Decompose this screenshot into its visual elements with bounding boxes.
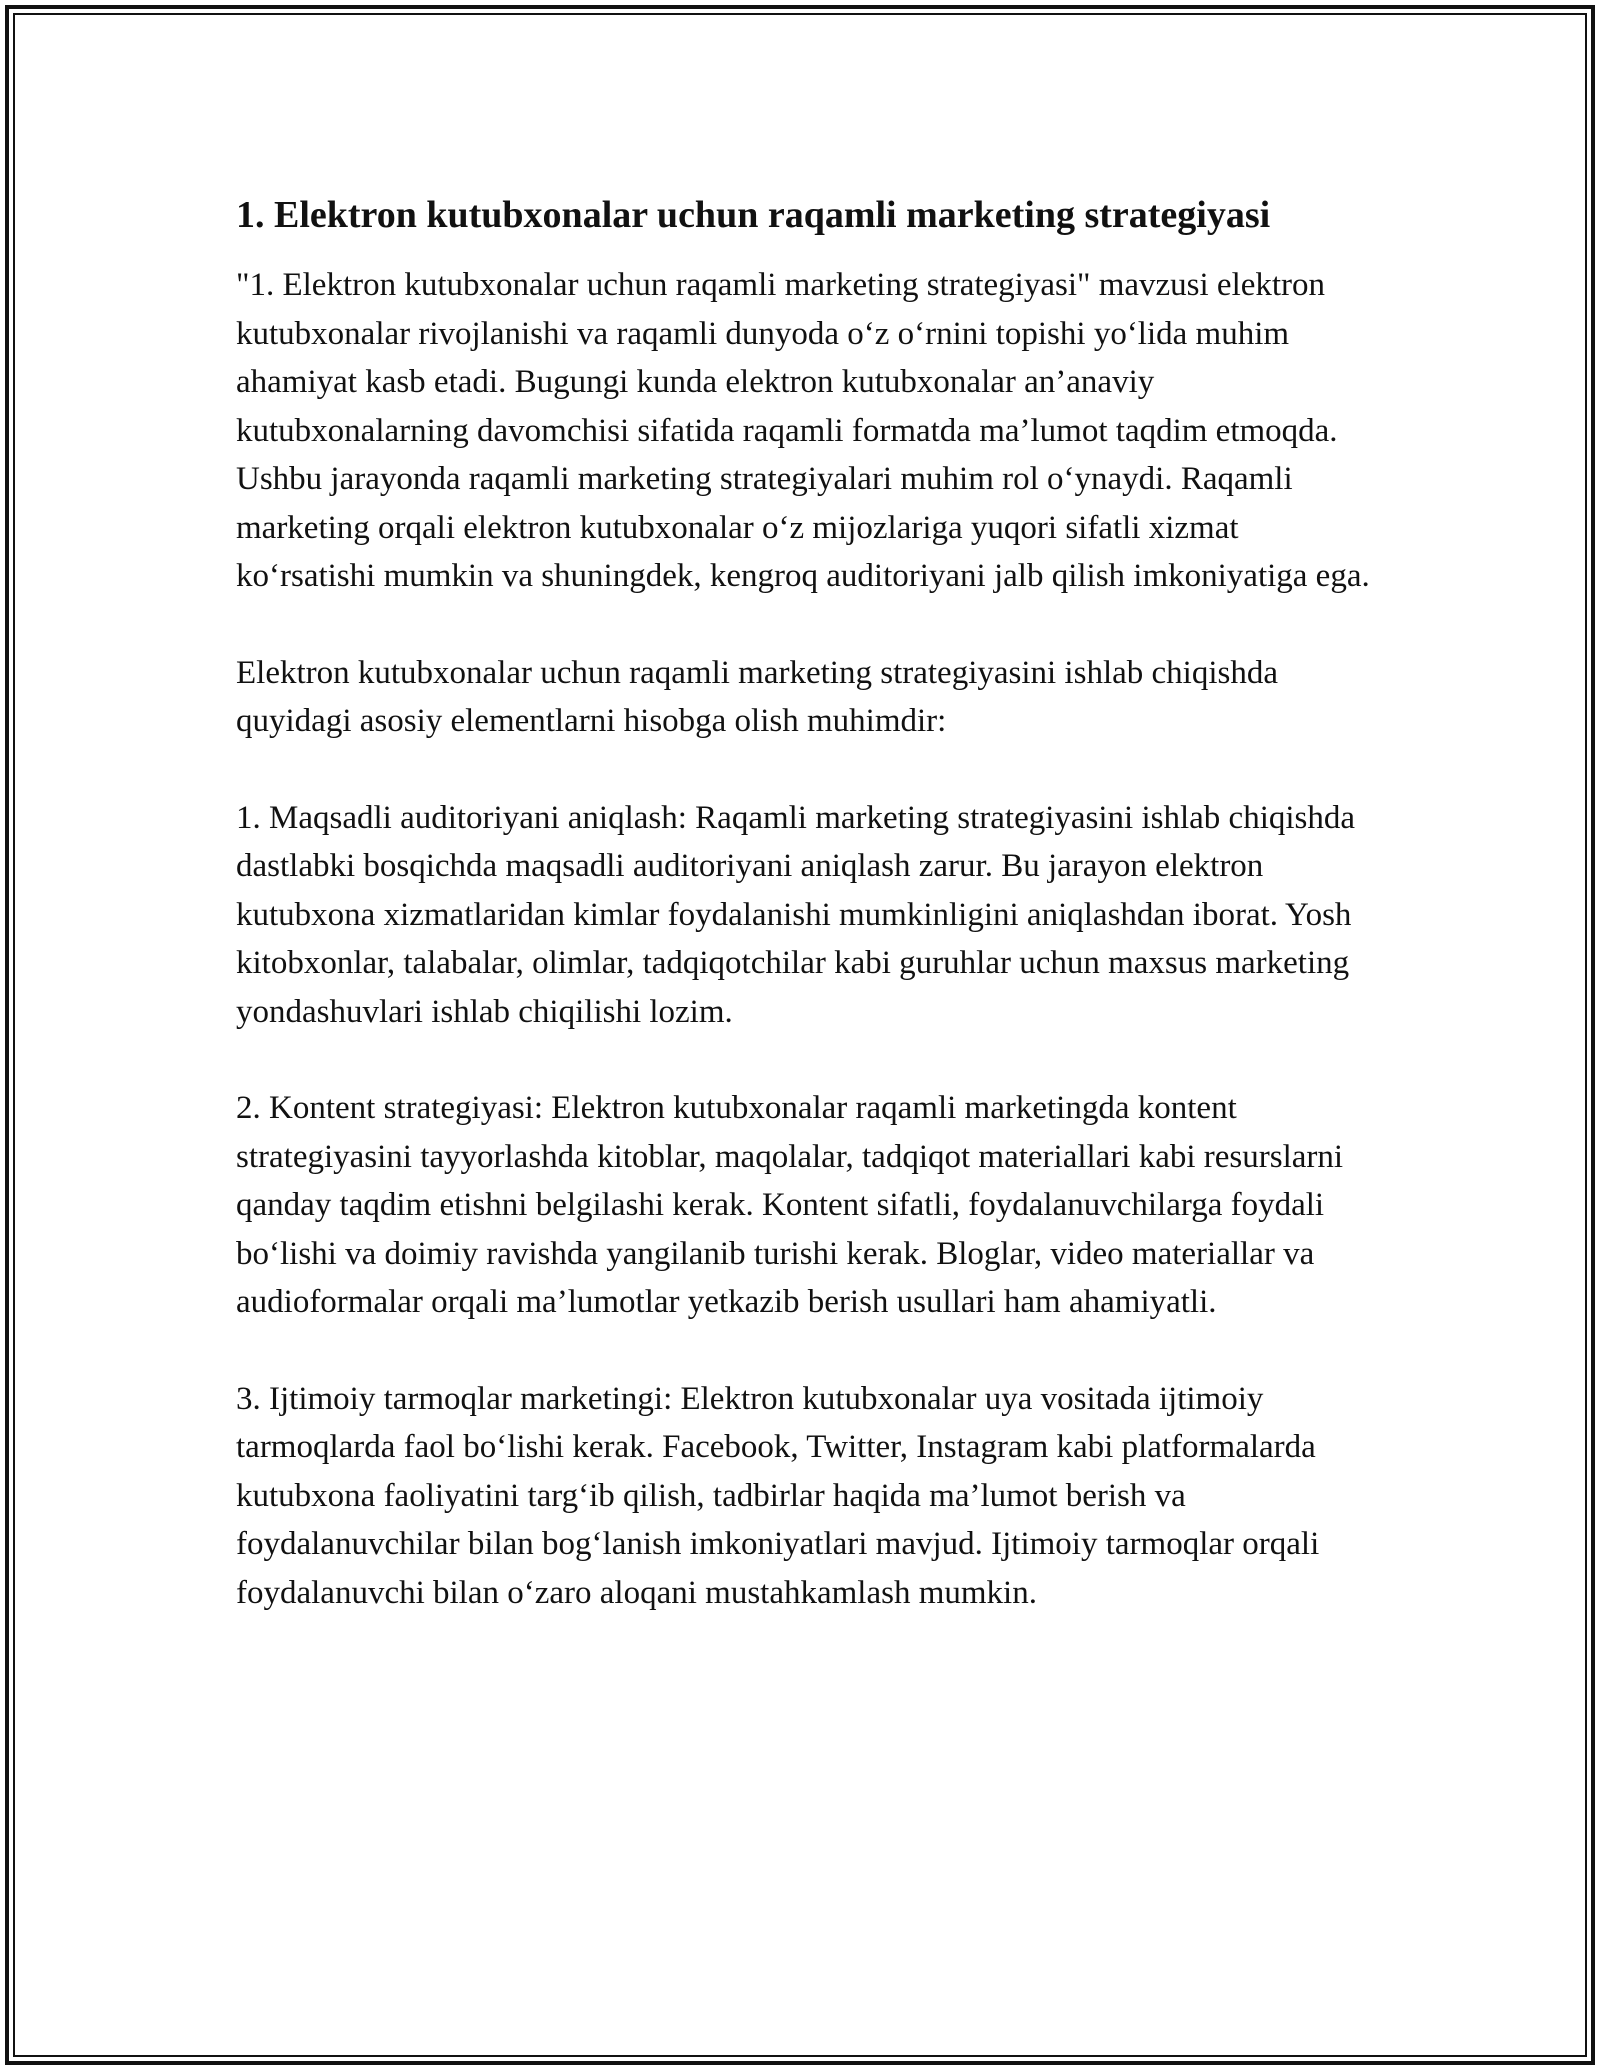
paragraph-content-strategy: 2. Kontent strategiyasi: Elektron kutubxonalar raqamli marketingda kontent strategiyasini tayyorlashda kitoblar, maqolalar, tadqiqot materiallari kabi resurslarni qanday taqdim etishni belgilashi kerak. Kontent sifatli, foydalanuvchilarga foydali bo‘lishi va doimiy ravishda yangilanib turishi kerak. Bloglar, video materiallar va audioformalar orqali ma’lumotlar yetkazib berish usullari ham ahamiyatli.: [236, 1090, 1344, 1320]
document-body: [236, 188, 1376, 1665]
paragraph-elements-lead: Elektron kutubxonalar uchun raqamli marketing strategiyasini ishlab chiqishda quyidagi asosiy elementlarni hisobga olish muhimdir:: [236, 654, 1278, 739]
paragraph-social-media: 3. Ijtimoiy tarmoqlar marketingi: Elektron kutubxonalar uya vositada ijtimoiy tarmoqlarda faol bo‘lishi kerak. Facebook, Twitter, Instagram kabi platformalarda kutubxona faoliyatini targ‘ib qilish, tadbirlar haqida ma’lumot berish va foydalanuvchilar bilan bog‘lanish imkoniyatlari mavjud. Ijtimoiy tarmoqlar orqali foydalanuvchi bilan o‘zaro aloqani mustahkamlash mumkin.: [236, 1380, 1320, 1611]
paragraph-intro: "1. Elektron kutubxonalar uchun raqamli marketing strategiyasi" mavzusi elektron kutubxonalar rivojlanishi va raqamli dunyoda o‘z o‘rnini topishi yo‘lida muhim ahamiyat kasb etadi. Bugungi kunda elektron kutubxonalar an’anaviy kutubxonalarning davomchisi sifatida raqamli formatda ma’lumot taqdim etmoqda. Ushbu jarayonda raqamli marketing strategiyalari muhim rol o‘ynaydi. Raqamli marketing orqali elektron kutubxonalar o‘z mijozlariga yuqori sifatli xizmat ko‘rsatishi mumkin va shuningdek, kengroq auditoriyani jalb qilish imkoniyatiga ega.: [236, 267, 1370, 594]
paragraph-target-audience: 1. Maqsadli auditoriyani aniqlash: Raqamli marketing strategiyasini ishlab chiqishda dastlabki bosqichda maqsadli auditoriyani aniqlash zarur. Bu jarayon elektron kutubxona xizmatlaridan kimlar foydalanishi mumkinligini aniqlashdan iborat. Yosh kitobxonlar, talabalar, olimlar, tadqiqotchilar kabi guruhlar uchun maxsus marketing yondashuvlari ishlab chiqilishi lozim.: [236, 799, 1356, 1030]
document-title: 1. Elektron kutubxonalar uchun raqamli marketing strategiyasi: [236, 194, 1271, 236]
